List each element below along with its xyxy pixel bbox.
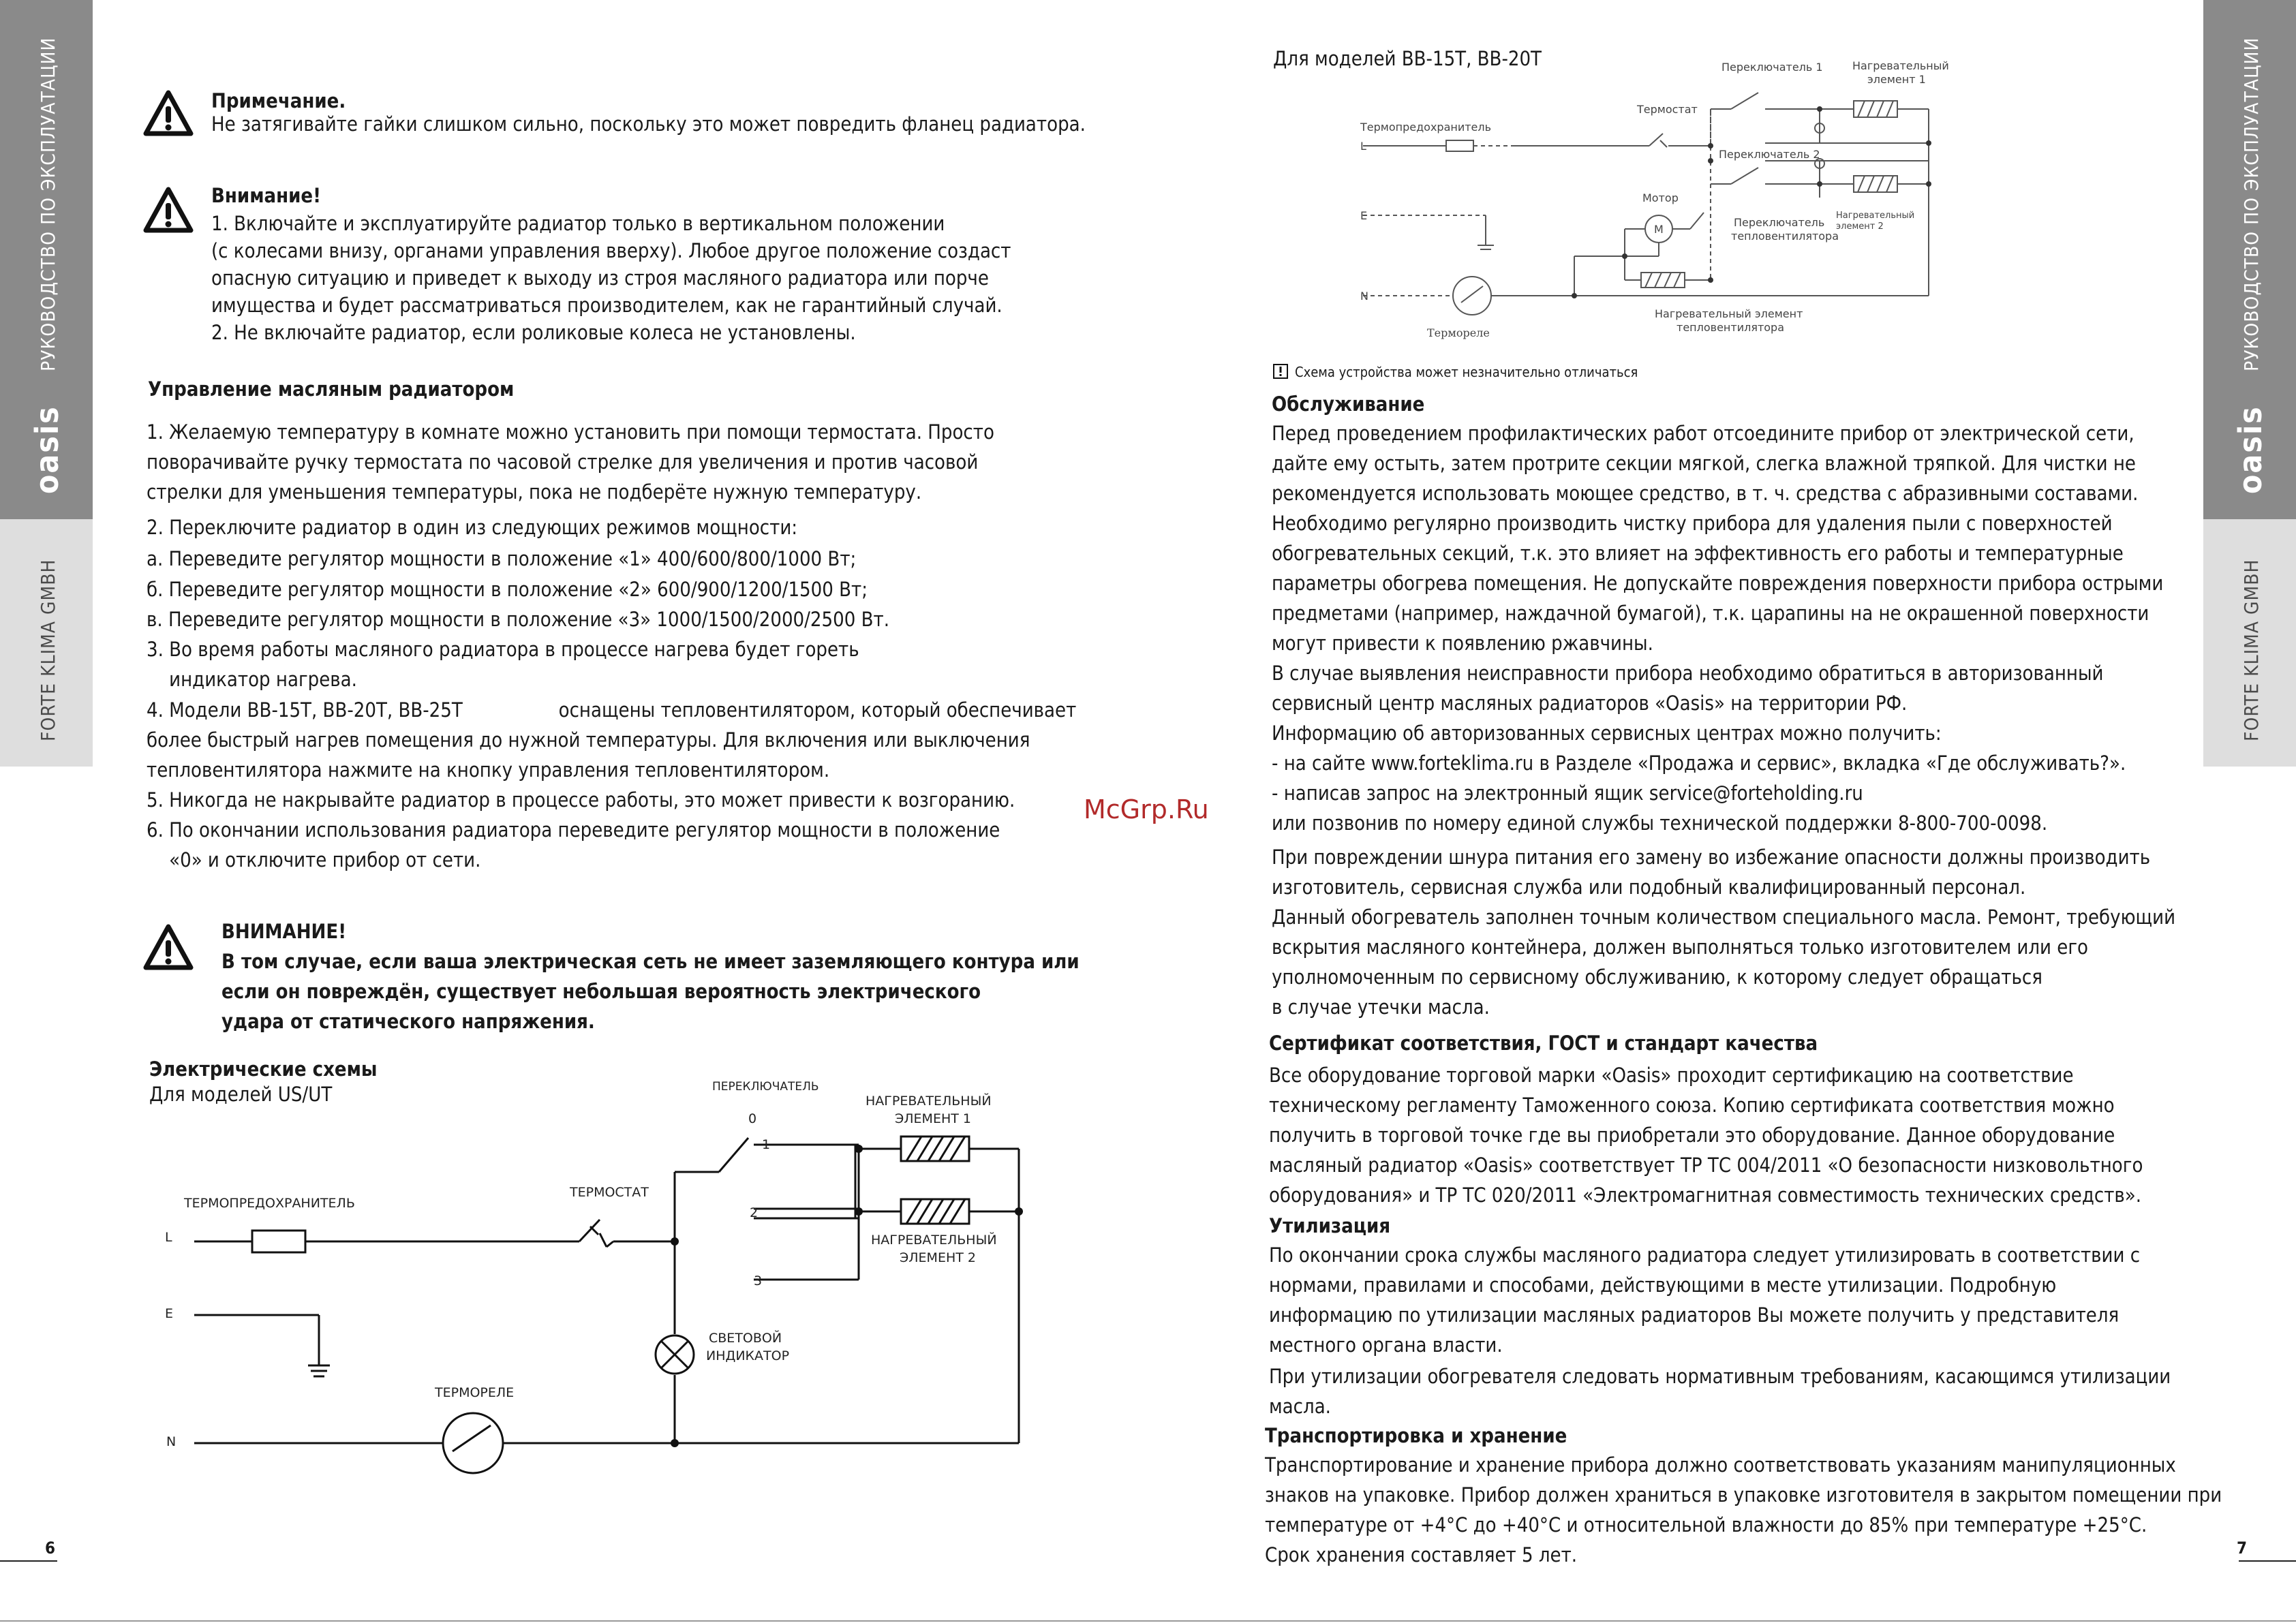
diagram-fan-heater-label: Нагревательный элемент xyxy=(1655,307,1803,320)
note-text: Не затягивайте гайки слишком сильно, поскольку это может повредить фланец радиатора. xyxy=(211,112,1086,136)
diagram-thermostat-label: ТЕРМОСТАТ xyxy=(570,1185,649,1200)
cord-line: вскрытия масляного контейнера, должен выполняться только изготовителем или его xyxy=(1272,936,2088,959)
page-number: 7 xyxy=(2237,1539,2248,1558)
cert-line: техническому регламенту Таможенного союза. Копию сертификата соответствия можно xyxy=(1269,1094,2115,1117)
cert-heading: Сертификат соответствия, ГОСТ и стандарт качества xyxy=(1269,1032,1818,1055)
diagram-thermostat-label: Термостат xyxy=(1637,103,1698,116)
control-line: стрелки для уменьшения температуры, пока не подберёте нужную температуру. xyxy=(147,480,922,504)
diagram-heater2-label: НАГРЕВАТЕЛЬНЫЙ xyxy=(871,1233,997,1248)
right-sidebar xyxy=(2203,0,2296,767)
cert-line: масляный радиатор «Oasis» соответствует ТР ТС 004/2011 «О безопасности низковольтного xyxy=(1269,1154,2143,1177)
control-line: 5. Никогда не накрывайте радиатор в процессе работы, это может привести к возгоранию. xyxy=(147,788,1015,812)
transport-line: температуре от +4°C до +40°C и относительной влажности до 85% при температуре +25°C. xyxy=(1265,1513,2147,1536)
service-line: - на сайте www.forteklima.ru в Разделе «Продажа и сервис», вкладка «Где обслуживать?». xyxy=(1272,752,2126,775)
transport-line: Срок хранения составляет 5 лет. xyxy=(1265,1543,1578,1566)
service-line: В случае выявления неисправности прибора необходимо обратиться в авторизованный xyxy=(1272,662,2104,685)
service-line: или позвонив по номеру единой службы технической поддержки 8-800-700-0098. xyxy=(1272,812,2048,835)
control-line: в. Переведите регулятор мощности в положение «3» 1000/1500/2000/2500 Вт. xyxy=(147,608,889,631)
bottom-rule xyxy=(0,1620,2296,1622)
attention-line: (с колесами внизу, органами управления вверху). Любое другое положение создаст xyxy=(211,239,1011,262)
sidebar-brand-logo: oasis xyxy=(2232,405,2269,494)
diagram-pos-1: 1 xyxy=(762,1137,771,1152)
wiring-diagram-bb xyxy=(1295,55,1976,347)
cord-line: уполномоченным по сервисному обслуживанию, к которому следует обращаться xyxy=(1272,965,2042,989)
sidebar-company-label: FORTE KLIMA GMBH xyxy=(2240,559,2263,741)
diagram-switch-label: ПЕРЕКЛЮЧАТЕЛЬ xyxy=(712,1080,819,1094)
attention-title: Внимание! xyxy=(211,184,322,207)
control-line: 1. Желаемую температуру в комнате можно установить при помощи термостата. Просто xyxy=(147,420,994,444)
diagram-pos-2: 2 xyxy=(750,1205,759,1220)
control-line: более быстрый нагрев помещения до нужной температуры. Для включения или выключения xyxy=(147,728,1030,752)
warning-line: если он повреждён, существует небольшая вероятность электрического xyxy=(221,980,981,1003)
cert-line: оборудования» и ТР ТС 020/2011 «Электромагнитная совместимость технических средств». xyxy=(1269,1184,2142,1207)
disposal-line: информацию по утилизации масляных радиаторов Вы можете получить у представителя xyxy=(1269,1303,2119,1327)
warning-title: ВНИМАНИЕ! xyxy=(221,920,347,943)
diagram-lamp-label: СВЕТОВОЙ xyxy=(709,1331,782,1346)
service-line: дайте ему остыть, затем протрите секции мягкой, слегка влажной тряпкой. Для чистки не xyxy=(1272,452,2136,475)
sidebar-company-label: FORTE KLIMA GMBH xyxy=(37,559,59,741)
diagram-heater2-label: Нагревательный xyxy=(1836,211,1915,221)
warning-line: В том случае, если ваша электрическая сеть не имеет заземляющего контура или xyxy=(221,950,1080,973)
cord-line: При повреждении шнура питания его замену во избежание опасности должны производить xyxy=(1272,846,2151,869)
disposal-line: По окончании срока службы масляного радиатора следует утилизировать в соответствии с xyxy=(1269,1243,2141,1267)
diagram-heater1-label: элемент 1 xyxy=(1867,73,1926,86)
disposal-heading: Утилизация xyxy=(1269,1214,1391,1237)
disposal-line: местного органа власти. xyxy=(1269,1333,1503,1357)
control-line: 2. Переключите радиатор в один из следующих режимов мощности: xyxy=(147,516,798,539)
service-line: Необходимо регулярно производить чистку прибора для удаления пыли с поверхностей xyxy=(1272,512,2113,535)
diagram-lamp-label: ИНДИКАТОР xyxy=(706,1348,790,1363)
service-heading: Обслуживание xyxy=(1272,392,1425,416)
service-line: могут привести к появлению ржавчины. xyxy=(1272,632,1653,655)
service-line: Информацию об авторизованных сервисных центрах можно получить: xyxy=(1272,722,1942,745)
diagram-heater1-label: Нагревательный xyxy=(1852,59,1949,72)
service-line: параметры обогрева помещения. Не допускайте повреждения поверхности прибора острыми xyxy=(1272,572,2164,595)
attention-line: опасную ситуацию и приведет к выходу из строя масляного радиатора или порче xyxy=(211,266,989,290)
page-number-rule xyxy=(2239,1560,2296,1562)
diagram-fuse-label: ТЕРМОПРЕДОХРАНИТЕЛЬ xyxy=(184,1196,355,1211)
disposal-line: масла. xyxy=(1269,1395,1331,1418)
transport-heading: Транспортировка и хранение xyxy=(1265,1424,1567,1447)
diagram-relay-label: Термореле xyxy=(1427,326,1490,339)
scheme-note: Схема устройства может незначительно отличаться xyxy=(1295,364,1638,380)
diagram-heater1-label: ЭЛЕМЕНТ 1 xyxy=(895,1111,971,1126)
diagram-L: L xyxy=(165,1230,172,1245)
cord-line: Данный обогреватель заполнен точным количеством специального масла. Ремонт, требующий xyxy=(1272,906,2176,929)
service-line: сервисный центр масляных радиаторов «Oasis» на территории РФ. xyxy=(1272,692,1908,715)
cert-line: Все оборудование торговой марки «Oasis» проходит сертификацию на соответствие xyxy=(1269,1064,2074,1087)
attention-line: 2. Не включайте радиатор, если роликовые колеса не установлены. xyxy=(211,321,856,344)
watermark: McGrp.Ru xyxy=(1084,794,1209,824)
note-title: Примечание. xyxy=(211,89,346,112)
control-line: поворачивайте ручку термостата по часовой стрелке для увеличения и против часовой xyxy=(147,450,979,474)
diagram-switch1-label: Переключатель 1 xyxy=(1721,61,1823,74)
diagram-N: N xyxy=(1360,290,1368,303)
cert-line: получить в торговой точке где вы приобретали это оборудование. Данное оборудование xyxy=(1269,1124,2115,1147)
diagram-motor-label: Мотор xyxy=(1642,191,1679,204)
control-line: а. Переведите регулятор мощности в положение «1» 400/600/800/1000 Вт; xyxy=(147,547,857,570)
sidebar-brand-logo: oasis xyxy=(29,405,65,494)
diagram-pos-3: 3 xyxy=(754,1273,763,1288)
control-heading: Управление масляным радиатором xyxy=(148,377,515,401)
models-title: Для моделей BB-15T, BB-20T xyxy=(1273,47,1542,70)
diagram-heater1-label: НАГРЕВАТЕЛЬНЫЙ xyxy=(866,1094,992,1109)
diagram-switch2-label: Переключатель 2 xyxy=(1719,148,1820,161)
transport-line: Транспортирование и хранение прибора должно соответствовать указаниям манипуляционных xyxy=(1265,1453,2176,1477)
diagram-fan-switch-label: тепловентилятора xyxy=(1731,230,1839,243)
control-line: 6. По окончании использования радиатора переведите регулятор мощности в положение xyxy=(147,818,1000,841)
transport-line: знаков на упаковке. Прибор должен храниться в упаковке изготовителя в закрытом помещении при xyxy=(1265,1483,2222,1506)
control-line: индикатор нагрева. xyxy=(147,668,357,691)
cord-line: изготовитель, сервисная служба или подобный квалифицированный персонал. xyxy=(1272,876,2026,899)
schemes-subtitle: Для моделей US/UT xyxy=(149,1083,333,1106)
diagram-E: E xyxy=(165,1306,174,1321)
control-line: тепловентилятора нажмите на кнопку управления тепловентилятором. xyxy=(147,758,830,782)
service-line: рекомендуется использовать моющее средство, в т. ч. средства с абразивными составами. xyxy=(1272,482,2139,505)
control-line: б. Переведите регулятор мощности в положение «2» 600/900/1200/1500 Вт; xyxy=(147,578,868,601)
diagram-heater2-label: ЭЛЕМЕНТ 2 xyxy=(900,1250,976,1265)
attention-line: имущества и будет рассматриваться производителем, как не гарантийный случай. xyxy=(211,294,1002,317)
sidebar-manual-label: РУКОВОДСТВО ПО ЭКСПЛУАТАЦИИ xyxy=(2240,37,2263,371)
diagram-L: L xyxy=(1360,140,1366,153)
attention-line: 1. Включайте и эксплуатируйте радиатор только в вертикальном положении xyxy=(211,212,945,235)
control-line: «0» и отключите прибор от сети. xyxy=(147,848,481,871)
diagram-fuse-label: Термопредохранитель xyxy=(1360,121,1492,134)
diagram-E: E xyxy=(1360,209,1368,222)
diagram-N: N xyxy=(166,1434,177,1449)
info-icon xyxy=(1273,364,1288,379)
warning-line: удара от статического напряжения. xyxy=(221,1010,595,1033)
page-number: 6 xyxy=(45,1539,56,1558)
disposal-line: нормами, правилами и способами, действующими в месте утилизации. Подробную xyxy=(1269,1273,2057,1297)
diagram-motor-M: M xyxy=(1654,223,1664,236)
diagram-relay-label: ТЕРМОРЕЛЕ xyxy=(435,1385,515,1400)
control-line: 4. Модели BB-15T, BB-20T, BB-25T оснащены тепловентилятором, который обеспечивает xyxy=(147,698,1077,722)
service-line: предметами (например, наждачной бумагой), т.к. царапины на не окрашенной поверхности xyxy=(1272,602,2149,625)
control-line: 3. Во время работы масляного радиатора в процессе нагрева будет гореть xyxy=(147,638,859,661)
service-line: - написав запрос на электронный ящик service@forteholding.ru xyxy=(1272,782,1863,805)
service-line: обогревательных секций, т.к. это влияет на эффективность его работы и температурные xyxy=(1272,542,2124,565)
diagram-heater2-label: элемент 2 xyxy=(1836,221,1884,232)
service-line: Перед проведением профилактических работ отсоедините прибор от электрической сети, xyxy=(1272,422,2134,445)
diagram-pos-0: 0 xyxy=(748,1111,757,1126)
schemes-heading: Электрические схемы xyxy=(149,1057,378,1081)
cord-line: в случае утечки масла. xyxy=(1272,995,1490,1019)
page-number-rule xyxy=(0,1560,57,1562)
diagram-fan-switch-label: Переключатель xyxy=(1734,216,1825,229)
diagram-fan-heater-label: тепловентилятора xyxy=(1677,321,1785,334)
disposal-line: При утилизации обогревателя следовать нормативным требованиям, касающимся утилизации xyxy=(1269,1365,2171,1388)
sidebar-manual-label: РУКОВОДСТВО ПО ЭКСПЛУАТАЦИИ xyxy=(37,37,59,371)
